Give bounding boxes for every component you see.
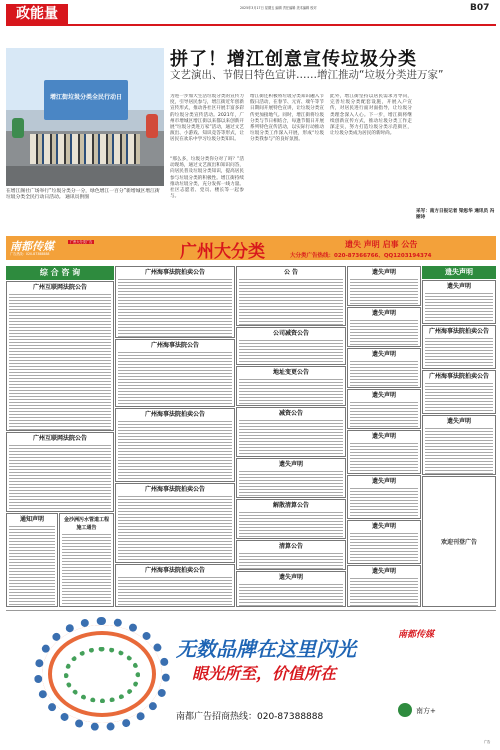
notice-cell — [236, 366, 346, 406]
notice-cell — [6, 432, 114, 512]
subhead: 文艺演出、节假日特色宣讲……增江推动“垃圾分类进万家” — [170, 69, 444, 81]
notice-cell — [422, 415, 496, 475]
ad-logo-sub: 广州大分类广告 — [70, 240, 93, 244]
notice-title: 减资公告 — [278, 410, 303, 417]
notice-title: 广州海事法院公告 — [150, 342, 199, 349]
app-icon — [398, 703, 412, 717]
banner-brand: 南都传媒 — [398, 630, 435, 640]
notice-cell — [236, 571, 346, 607]
ad-title: 广州大分类 — [180, 242, 265, 262]
notice-cell — [115, 408, 235, 482]
bottom-banner — [6, 610, 496, 736]
notice-title: 遗失声明 — [371, 351, 396, 358]
notice-title: 广州海事法院拍卖公告 — [144, 269, 205, 276]
notice-title: 公 告 — [283, 269, 299, 276]
notice-title: 地址变更公告 — [272, 369, 309, 376]
ad-right-top: 遗失 声明 启事 公告 — [345, 240, 418, 249]
banner-app: 南方+ — [416, 707, 436, 715]
banner-footer: 南都广告招商热线：020-87388888 — [176, 712, 324, 722]
headline: 拼了！增江创意宣传垃圾分类 — [170, 49, 417, 70]
notice-title: 广州海事法院拍卖公告 — [428, 373, 489, 380]
notice-cell — [6, 513, 58, 607]
notice-cell — [236, 327, 346, 365]
notice-title: 广州互联网法院公告 — [32, 435, 87, 442]
notice-title: 清算公告 — [278, 543, 303, 550]
notice-title: 解散清算公告 — [272, 502, 309, 509]
byline: 采写：南方日报记者 梁思华 通讯员 冯丽诗 — [416, 209, 495, 220]
ad-hotline: 广告热线：020-87388888 — [10, 252, 50, 256]
notice-cell — [115, 266, 235, 338]
notice-title: 遗失声明 — [371, 568, 396, 575]
notice-title: 遗失声明 — [278, 574, 303, 581]
notice-title: 金沙洲污水管道工程施工通告 — [63, 517, 109, 531]
notice-title: 遗失声明 — [371, 392, 396, 399]
ad-logo: 南都传媒 — [10, 240, 54, 253]
notice-title: 广州海事法院拍卖公告 — [428, 328, 489, 335]
notice-cell — [347, 430, 421, 474]
banner-line-2: 眼光所至，价值所在 — [192, 664, 337, 683]
photo-banner: 增江街垃圾分类全民行动日 — [49, 94, 122, 101]
notice-cell — [347, 389, 421, 429]
article-photo — [6, 48, 164, 186]
category-lost: 遗失声明 — [422, 266, 496, 279]
notice-cell — [347, 475, 421, 519]
notice-cell — [422, 370, 496, 414]
notice-cell — [115, 483, 235, 563]
masthead-rule — [6, 24, 496, 26]
notice-cell — [347, 348, 421, 388]
notice-title: 遗失声明 — [371, 310, 396, 317]
notice-title: 公司减资公告 — [272, 330, 309, 337]
notice-title: 广州互联网法院公告 — [32, 284, 87, 291]
notice-cell — [6, 281, 114, 431]
notice-cell — [115, 564, 235, 607]
notice-title: 遗失声明 — [371, 269, 396, 276]
category-consult: 综 合 咨 询 — [6, 266, 114, 280]
notice-cell — [236, 266, 346, 326]
notice-cell — [347, 266, 421, 306]
notice-cell — [347, 520, 421, 564]
article-col-4: 此外，增江街坚持以居民需求为导向，完善垃圾分类配套设施，开展入户宣传，对居民进行面对面指导，让垃圾分类理念深入人心。下一步，增江街将继续创新宣传方式，推动垃圾分类工作走深走实，努力打造垃圾分类示范街区，让垃圾分类成为居民的新时尚。 — [330, 94, 412, 137]
notice-cell — [236, 458, 346, 498]
notice-cell — [347, 565, 421, 607]
section-tag: 政能量 — [6, 4, 68, 24]
notice-title: 广州海事法院拍卖公告 — [144, 486, 205, 493]
notice-title: 遗失声明 — [371, 478, 396, 485]
notice-cell — [236, 407, 346, 457]
notice-cell — [422, 280, 496, 324]
notice-cell — [236, 540, 346, 570]
notice-cell — [236, 499, 346, 539]
photo-caption: 在增江阁社广场举行“垃圾分类分一分，绿色增江一百分”新增城区增江街垃圾分类全民行动日活动。 通讯员供图 — [6, 189, 160, 201]
notice-cell — [347, 307, 421, 347]
welcome-ad: 欢迎刊登广告 — [422, 476, 496, 607]
notice-title: 通知声明 — [19, 516, 44, 523]
article-col-2: “那么多，垃圾分类你分对了吗？”活动现场，通过文艺演出和知识问答，向居民普及垃圾分类知识，提高居民参与垃圾分类的积极性。增江街持续推动垃圾分类，充分发挥一线力量。社区志愿者、党员、楼长等一起参与。 — [170, 157, 244, 200]
footer-mark: 广告 — [484, 740, 491, 744]
notice-cell — [59, 513, 114, 607]
notice-cell — [115, 339, 235, 407]
ad-right-bottom: 大分类广告热线：020-87366766、QQ1203194374 — [290, 253, 432, 259]
page-number: B07 — [470, 3, 490, 13]
notice-title: 广州海事法院拍卖公告 — [144, 567, 205, 574]
article-col-3: 增江街还积极将垃圾分类知识融入节假日活动，在春节、元宵、端午等节日期间开展特色宣讲，让垃圾分类宣传更加接地气。同时，增江街将垃圾分类与节日相结合，每逢节假日开展系列特色宣传活动，以实际行动推动垃圾分类工作深入开展，形成“垃圾分类我参与”的良好氛围。 — [250, 94, 324, 143]
notice-title: 遗失声明 — [371, 433, 396, 440]
notice-title: 广州海事法院拍卖公告 — [144, 411, 205, 418]
article-col-1: 为进一步加大生活垃圾分类的宣传力度，引导居民参与，增江街近年创新宣传形式，推动各社区开展丰富多彩的垃圾分类宣传活动。2021年，广州市增城区增江街以来都以来创新开展“垃圾分类进万家”活动，通过文艺演出、小游戏、知识竞答等形式，让居民在欢乐中学习垃圾分类知识。 — [170, 94, 244, 143]
date-line: 2025年3月17日 星期五 编辑 责任编辑 美术编辑 校对 — [240, 6, 317, 10]
banner-line-1: 无数品牌在这里闪光 — [176, 637, 356, 661]
notice-title: 遗失声明 — [371, 523, 396, 530]
notice-title: 遗失声明 — [446, 418, 471, 425]
notice-cell — [422, 325, 496, 369]
notice-title: 遗失声明 — [278, 461, 303, 468]
notice-title: 遗失声明 — [446, 283, 471, 290]
